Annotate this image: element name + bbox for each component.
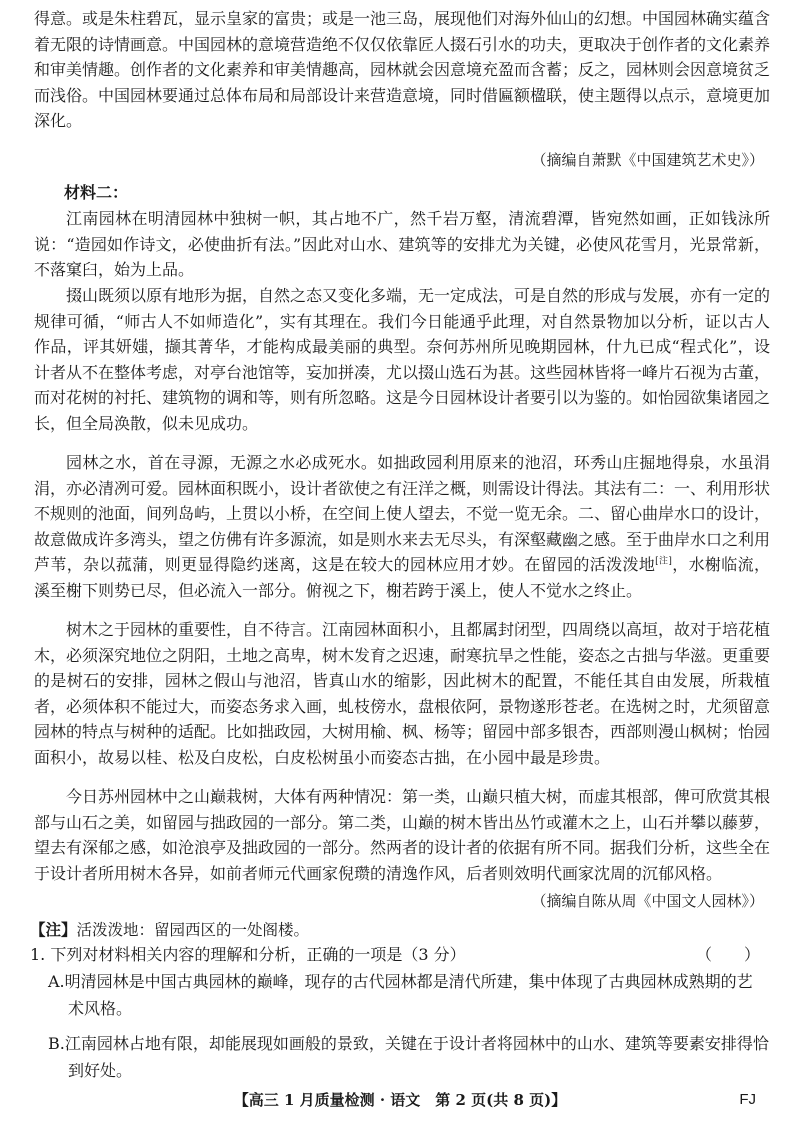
- option-a-text: 明清园林是中国古典园林的巅峰，现存的古代园林都是清代所建，集中体现了古典园林成熟期的艺: [64, 972, 753, 991]
- footer-code: FJ: [739, 1091, 756, 1108]
- option-b-label: B.: [48, 1034, 65, 1053]
- source-citation-1: （摘编自萧默《中国建筑艺术史》）: [531, 151, 764, 169]
- option-a-text-cont: 术风格。: [68, 999, 133, 1018]
- option-a-label: A.: [48, 972, 65, 991]
- question-1-stem: 1. 下列对材料相关内容的理解和分析，正确的一项是（3 分）: [30, 945, 466, 964]
- footnote-text: 活泼泼地：留园西区的一处阁楼。: [76, 921, 310, 939]
- material-2-paragraph-1: 江南园林在明清园林中独树一帜，其占地不广，然千岩万壑，清流碧潭，皆宛然如画，正如钱泳所说：“造园如作诗文，必使曲折有法。”因此对山水、建筑等的安排尤为关键，必使风花雪月，光景常新，不落窠臼，始为上品。: [34, 209, 770, 280]
- material-2-heading: 材料二：: [64, 183, 129, 202]
- option-a: [48, 968, 772, 1022]
- note-reference-mark: [注]: [655, 557, 672, 568]
- footnote-tag: 【注】: [30, 920, 77, 939]
- option-b-text-cont: 到好处。: [68, 1061, 133, 1080]
- option-b-text: 江南园林占地有限，却能展现如画般的景致，关键在于设计者将园林中的山水、建筑等要素安排得恰: [64, 1034, 769, 1053]
- page-footer: 【高三 1 月质量检测 · 语文 第 2 页(共 8 页)】: [233, 1091, 567, 1109]
- source-citation-2: （摘编自陈从周《中国文人园林》）: [531, 892, 764, 910]
- material-2-paragraph-5: 今日苏州园林中之山巅栽树，大体有两种情况：第一类，山巅只植大树，而虚其根部，俾可欣赏其根部与山石之美，如留园与拙政园的一部分。第二类，山巅的树木皆出丛竹或灌木之上，山石并攀以藤萝，望去有深郁之感，如沧浪亭及拙政园的一部分。然两者的设计者的依据有所不同。据我们分析，这些全在于设计者所用树木各异，如前者师元代画家倪瓒的清逸作风，后者则效明代画家沈周的沉郁风格。: [34, 787, 771, 883]
- material-2-paragraph-3: [34, 450, 770, 604]
- paragraph-3-text-a: 园林之水，首在寻源，无源之水必成死水。如拙政园利用原来的池沼，环秀山庄掘地得泉，水虽涓涓，亦必清冽可爱。园林面积既小，设计者欲使之有汪洋之概，则需设计得法。其法有二：一、利用形状不规则的池面，间列岛屿，上贯以小桥，在空间上使人望去，不觉一览无余。二、留心曲岸水口的设计，故意做成许多湾头，望之仿佛有许多源流，如是则水来去无尽头，有深壑藏幽之感。至于曲岸水口之利用芦苇，杂以菰蒲，则更显得隐约迷离，这是在较大的园林应用才妙。在留园的活泼泼地: [34, 453, 771, 575]
- material-2-paragraph-2: 掇山既须以原有地形为据，自然之态又变化多端，无一定成法，可是自然的形成与发展，亦有一定的规律可循，“师古人不如师造化”，实有其理在。我们今日能通乎此理，对自然景物加以分析，证以古人作品，评其妍媸，撷其菁华，才能构成最美丽的典型。奈何苏州所见晚期园林，什九已成“程式化”，设计者从不在整体考虑，对亭台池馆等，妄加拼凑，尤以掇山选石为甚。这些园林皆将一峰片石视为古董，而对花树的衬托、建筑物的调和等，则有所忽略。这是今日园林设计者要引以为鉴的。如怡园欲集诸园之长，但全局涣散，似未见成功。: [34, 286, 771, 433]
- material-2-paragraph-4: 树木之于园林的重要性，自不待言。江南园林面积小，且都属封闭型，四周绕以高垣，故对于培花植木，必须深究地位之阴阳，土地之高卑，树木发育之迟速，耐寒抗旱之性能，姿态之古拙与华滋。更重要的是树石的安排，园林之假山与池沼，皆真山水的缩影，因此树木的配置，不能任其自由发展，所栽植者，必须体积不能过大，而姿态务求入画，虬枝傍水，盘根依阿，景物遂形苍老。在选树之时，尤须留意园林的特点与树种的适配。比如拙政园，大树用榆、枫、杨等；留园中部多银杏，西部则漫山枫树；怡园面积小，故易以桂、松及白皮松，白皮松树虽小而姿态古拙，在小园中最是珍贵。: [34, 620, 771, 767]
- intro-paragraph: 得意。或是朱柱碧瓦，显示皇家的富贵；或是一池三岛，展现他们对海外仙山的幻想。中国园林确实蕴含着无限的诗情画意。中国园林的意境营造绝不仅仅依靠匠人掇石引水的功夫，更取决于创作者的文化素养和审美情趣。创作者的文化素养和审美情趣高，园林就会因意境充盈而含蓄；反之，园林则会因意境贫乏而浅俗。中国园林要通过总体布局和局部设计来营造意境，同时借匾额楹联，使主题得以点示，意境更加深化。: [34, 9, 771, 131]
- answer-parentheses: （ ）: [695, 945, 760, 964]
- paragraph-3-text-b: ，水榭临流，溪至榭下则势已尽，但必流入一部分。俯视之下，榭若跨于溪上，使人不觉水之终止。: [34, 555, 770, 600]
- option-b: [48, 1030, 772, 1084]
- footnote: [30, 920, 309, 940]
